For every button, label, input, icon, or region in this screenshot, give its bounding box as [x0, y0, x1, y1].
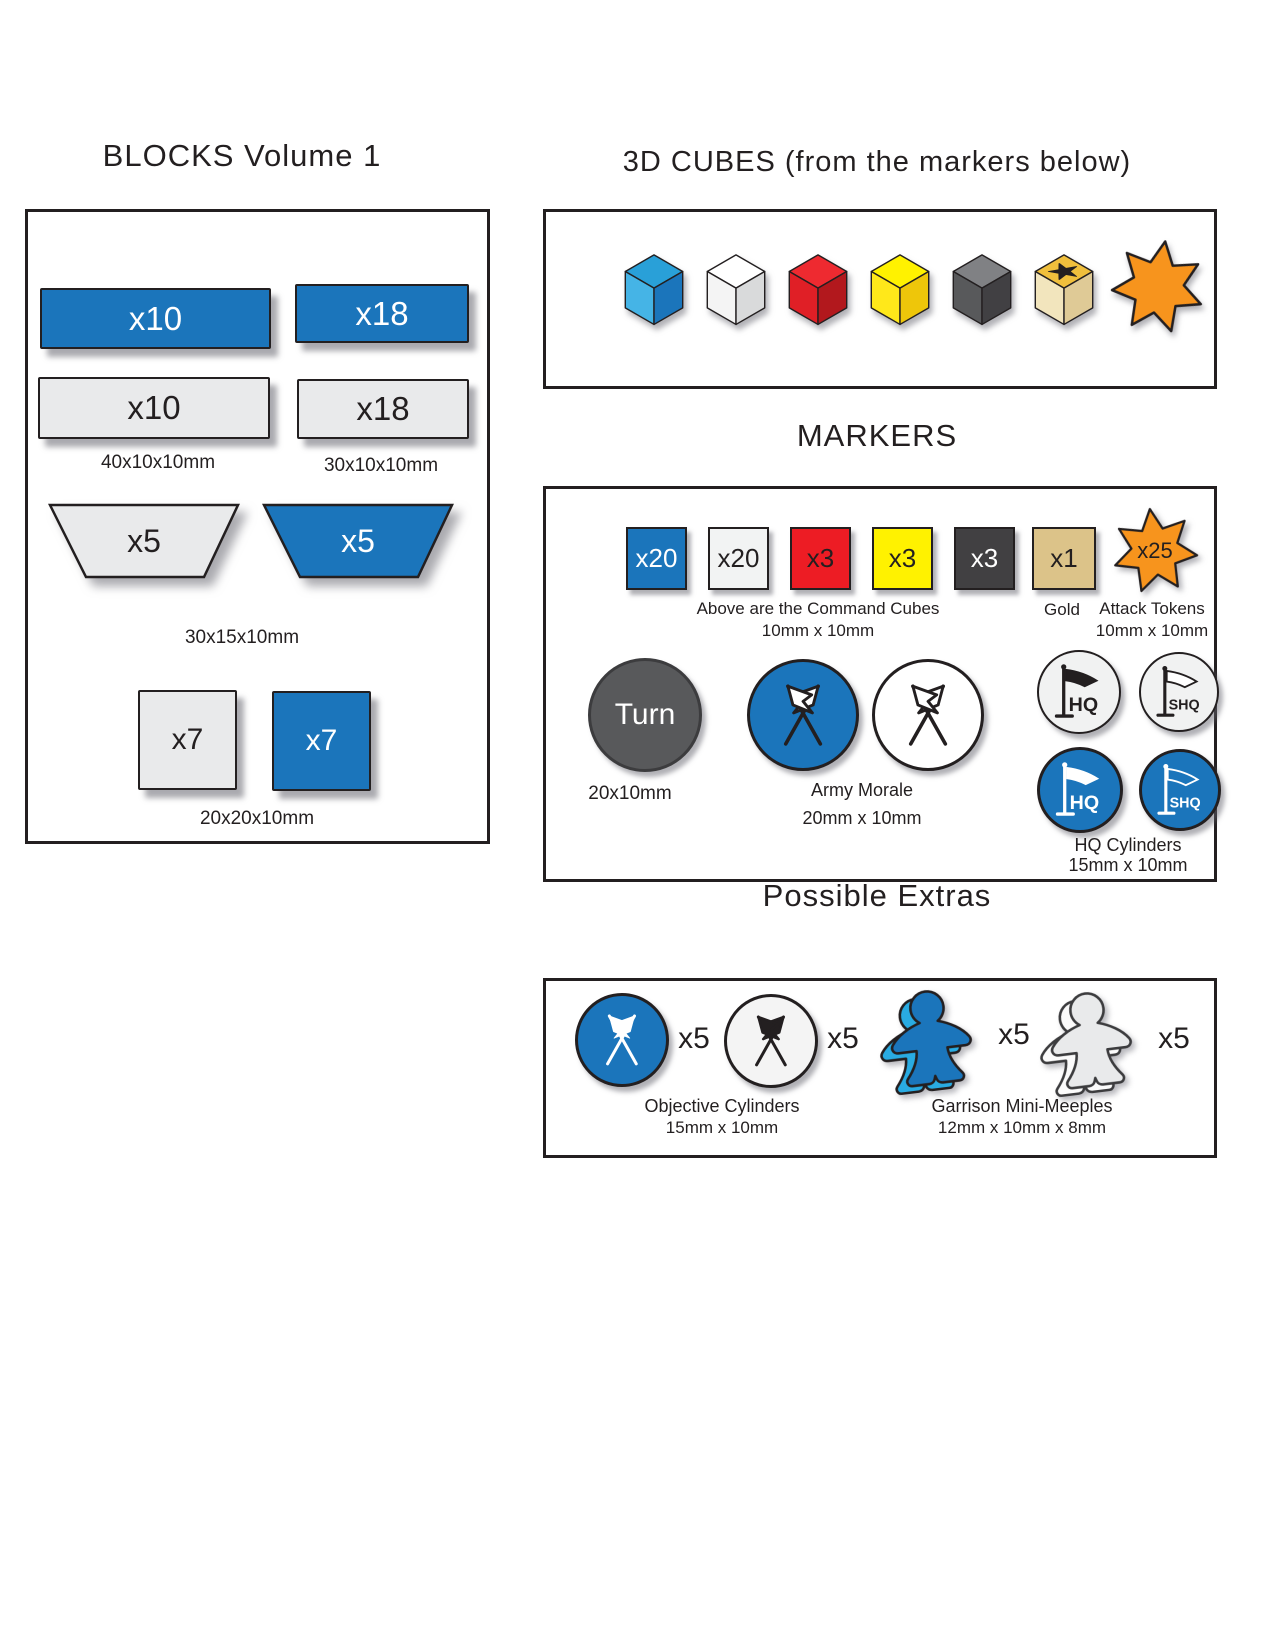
shq-label: SHQ [1168, 697, 1200, 714]
cube-yellow-icon [868, 253, 932, 327]
turn-marker [588, 658, 702, 772]
hq-cylinder-bottom-right [1139, 749, 1221, 831]
hq-cylinder-top-right [1139, 652, 1219, 732]
turn-label: Turn [614, 698, 676, 731]
block-label: x10 [128, 299, 183, 337]
extras-panel [543, 978, 1217, 1158]
marker-square-dark-gray [954, 527, 1015, 590]
flag-pennant-icon [1047, 757, 1113, 823]
marker-label: x1 [1050, 543, 1078, 573]
garrison-caption-line1: Garrison Mini-Meeples [931, 1096, 1113, 1116]
hq-cylinders-caption-line2: 15mm x 10mm [1068, 855, 1188, 875]
gold-caption: Gold [1044, 600, 1080, 619]
block-label: x7 [305, 724, 338, 757]
block-white-large [38, 377, 270, 439]
attack-tokens-caption-line2: 10mm x 10mm [1095, 621, 1209, 640]
meeple-white-count: x5 [1158, 1022, 1190, 1055]
blocks-square-caption: 20x20x10mm [199, 808, 315, 829]
flag-pennant-icon [1148, 661, 1210, 723]
blocks-large-caption: 40x10x10mm [100, 452, 216, 473]
army-morale-caption-line1: Army Morale [810, 780, 913, 800]
marker-label: x3 [970, 543, 999, 573]
blocks-trap-caption: 30x15x10mm [184, 627, 300, 648]
block-blue-large [40, 288, 271, 349]
block-label: x5 [127, 522, 161, 559]
blocks-small-caption: 30x10x10mm [323, 455, 439, 476]
block-square-white [138, 690, 237, 790]
marker-label: x20 [717, 543, 760, 573]
marker-square-yellow [872, 527, 933, 590]
objective-cylinder-blue [575, 993, 669, 1087]
turn-caption: 20x10mm [588, 783, 672, 804]
meeple-white-icon [1026, 980, 1157, 1106]
garrison-caption-line2: 12mm x 10mm x 8mm [937, 1118, 1107, 1137]
crossed-flags-icon [892, 679, 964, 751]
block-label: x10 [127, 389, 181, 426]
cube-blue-icon [622, 253, 686, 327]
crossed-flags-icon [592, 1010, 652, 1070]
block-white-small [297, 379, 469, 439]
block-label: x5 [341, 522, 375, 559]
marker-square-blue [626, 527, 687, 590]
command-cubes-caption-line2: 10mm x 10mm [761, 621, 875, 640]
hq-label: HQ [1068, 694, 1099, 717]
block-label: x18 [355, 294, 409, 332]
objective-cylinder-white [724, 994, 818, 1088]
extras-title: Possible Extras [762, 878, 992, 913]
block-square-blue [272, 691, 371, 791]
cube-red-icon [786, 253, 850, 327]
markers-title: MARKERS [796, 418, 958, 453]
marker-label: x3 [806, 543, 835, 573]
hq-label: HQ [1069, 792, 1100, 815]
block-trapezoid-blue [262, 503, 454, 579]
attack-token-star [1111, 507, 1199, 595]
marker-square-white [708, 527, 769, 590]
hq-cylinder-top-left [1037, 650, 1121, 734]
burst-star-icon [1110, 239, 1206, 335]
command-cubes-caption-line1: Above are the Command Cubes [696, 599, 940, 618]
blocks-panel [25, 209, 490, 844]
blocks-title: BLOCKS Volume 1 [102, 138, 382, 173]
attack-tokens-caption-line1: Attack Tokens [1099, 599, 1205, 618]
marker-square-red [790, 527, 851, 590]
objective-blue-count: x5 [678, 1022, 710, 1055]
objective-caption-line2: 15mm x 10mm [665, 1118, 779, 1137]
markers-panel [543, 486, 1217, 882]
army-morale-marker-white [872, 659, 984, 771]
marker-square-gold [1032, 527, 1096, 590]
crossed-flags-icon [741, 1011, 801, 1071]
block-label: x18 [356, 390, 410, 427]
crossed-flags-icon [767, 679, 839, 751]
hq-cylinders-caption-line1: HQ Cylinders [1074, 835, 1182, 855]
cube-dark-gray-icon [950, 253, 1014, 327]
block-label: x7 [171, 723, 204, 756]
meeple-blue-icon [866, 978, 997, 1104]
cubes-title: 3D CUBES (from the markers below) [622, 146, 1132, 178]
marker-label: x3 [888, 543, 917, 573]
cube-white-icon [704, 253, 768, 327]
block-blue-small [295, 284, 469, 343]
objective-white-count: x5 [827, 1022, 859, 1055]
shq-label: SHQ [1169, 795, 1201, 812]
army-morale-marker-blue [747, 659, 859, 771]
attack-token-label: x25 [1137, 538, 1173, 563]
flag-pennant-icon [1149, 759, 1211, 821]
meeple-blue-count: x5 [998, 1018, 1030, 1051]
cube-tan-star-icon [1032, 253, 1096, 327]
army-morale-caption-line2: 20mm x 10mm [802, 808, 922, 828]
objective-caption-line1: Objective Cylinders [644, 1096, 800, 1116]
cubes-panel [543, 209, 1217, 389]
hq-cylinder-bottom-left [1037, 747, 1123, 833]
flag-pennant-icon [1046, 659, 1112, 725]
marker-label: x20 [635, 543, 678, 573]
block-trapezoid-white [48, 503, 240, 579]
